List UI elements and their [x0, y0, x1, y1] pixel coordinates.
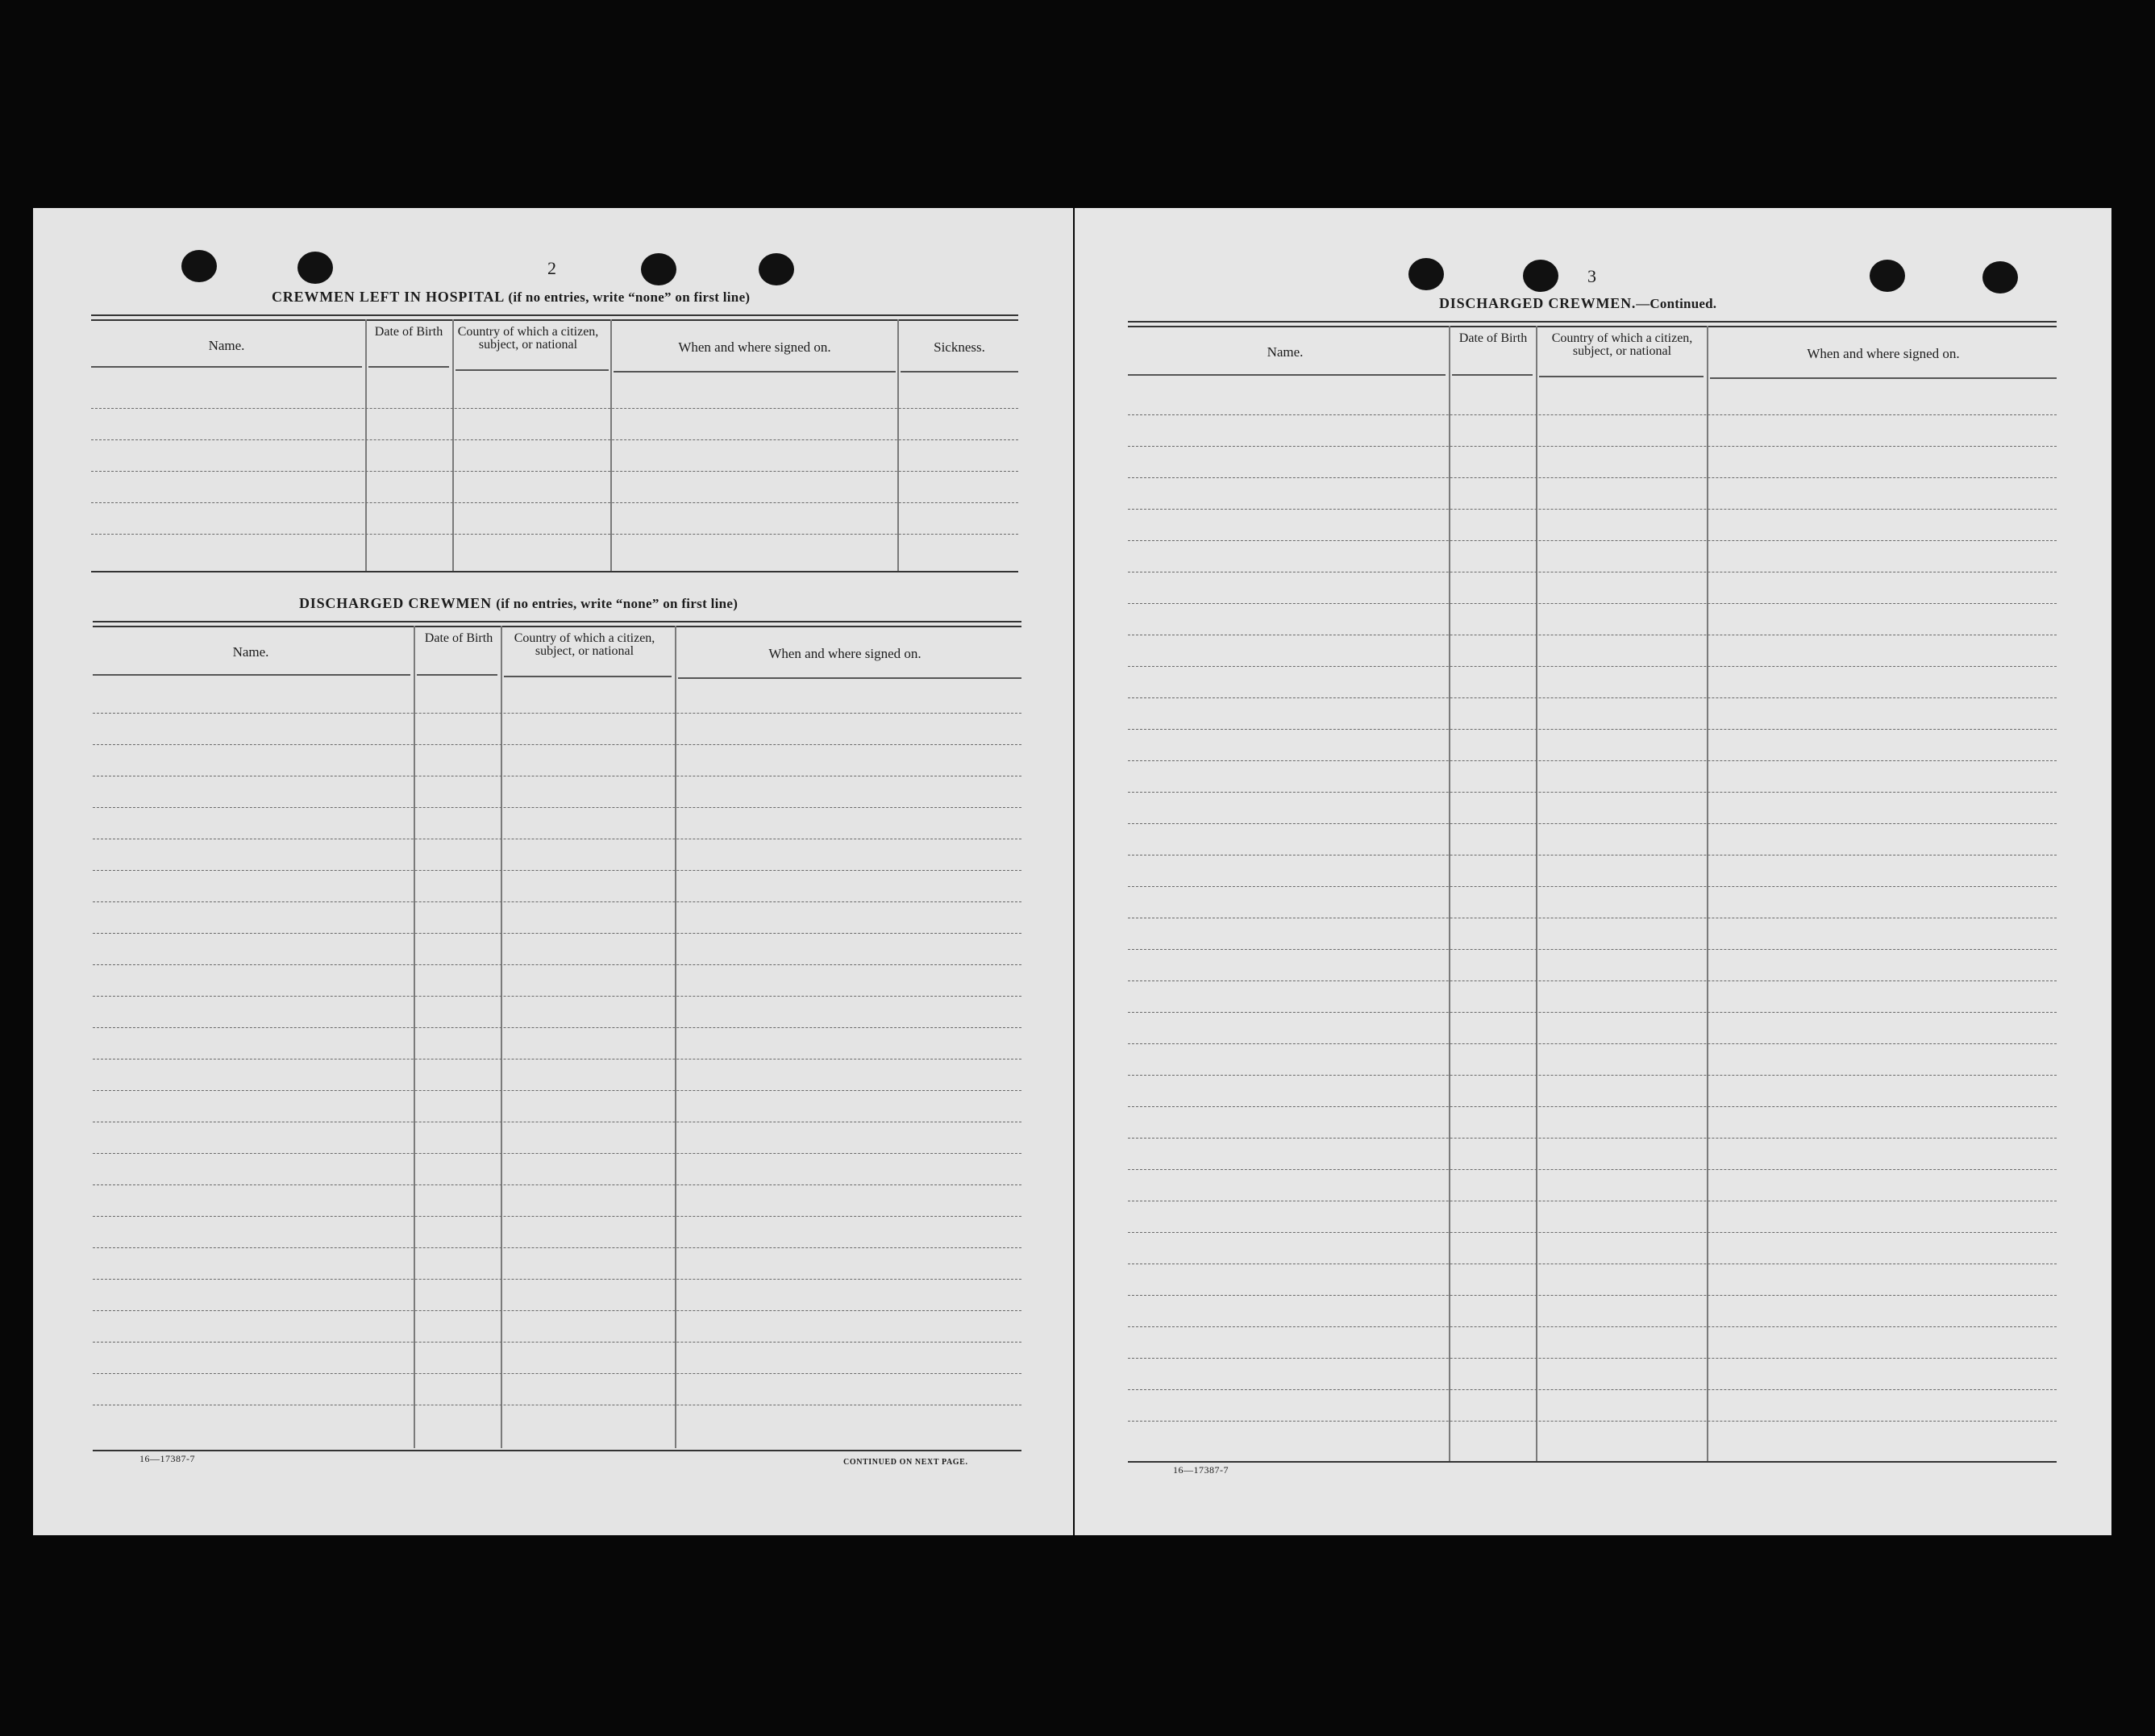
discharged-continued-table — [1128, 321, 2057, 1463]
form-row-line — [1128, 1169, 2057, 1170]
punch-hole — [1523, 260, 1558, 292]
column-header-date-of-birth: Date of Birth — [424, 631, 493, 645]
form-row-line — [1128, 1075, 2057, 1076]
form-row-line — [1128, 697, 2057, 698]
form-row-line — [93, 901, 1021, 902]
column-header-name: Name. — [232, 644, 269, 660]
hospital-title: CREWMEN LEFT IN HOSPITAL — [272, 289, 505, 305]
left-page — [33, 208, 1073, 1535]
punch-hole — [181, 250, 217, 282]
form-row-line — [93, 1027, 1021, 1028]
form-row-line — [1128, 1138, 2057, 1139]
form-row-line — [1128, 446, 2057, 447]
punch-hole — [759, 253, 794, 285]
form-row-line — [93, 1373, 1021, 1374]
column-header-country: Country of which a citizen, subject, or national — [457, 325, 599, 352]
form-row-line — [93, 713, 1021, 714]
column-header-country: Country of which a citizen, subject, or national — [514, 631, 655, 658]
form-row-line — [93, 1059, 1021, 1060]
form-row-line — [93, 933, 1021, 934]
continued-on-next-page: CONTINUED ON NEXT PAGE. — [843, 1458, 968, 1467]
form-row-line — [93, 1216, 1021, 1217]
form-row-line — [1128, 886, 2057, 887]
punch-hole — [1870, 260, 1905, 292]
form-row-line — [93, 1247, 1021, 1248]
form-row-line — [1128, 666, 2057, 667]
column-header-when-where: When and where signed on. — [678, 339, 831, 355]
form-row-line — [1128, 509, 2057, 510]
form-row-line — [1128, 603, 2057, 604]
punch-hole — [297, 252, 333, 284]
form-row-line — [1128, 1043, 2057, 1044]
form-number: 16—17387-7 — [1173, 1464, 1229, 1476]
column-header-name: Name. — [1267, 344, 1304, 360]
punch-hole — [1982, 261, 2018, 293]
hospital-section-title — [272, 289, 750, 306]
column-header-country: Country of which a citizen, subject, or national — [1551, 331, 1693, 358]
form-row-line — [1128, 1106, 2057, 1107]
column-header-date-of-birth: Date of Birth — [1458, 331, 1528, 345]
form-row-line — [1128, 980, 2057, 981]
column-header-date-of-birth: Date of Birth — [374, 325, 443, 339]
continued-label: —Continued. — [1636, 296, 1717, 311]
punch-hole — [641, 253, 676, 285]
form-row-line — [1128, 1358, 2057, 1359]
form-row-line — [93, 744, 1021, 745]
form-row-line — [1128, 792, 2057, 793]
form-row-line — [93, 870, 1021, 871]
discharged-continued-section-title — [1439, 295, 1716, 312]
column-header-when-where: When and where signed on. — [768, 646, 921, 661]
hospital-instruction: (if no entries, write “none” on first line) — [508, 289, 751, 305]
discharged-table — [93, 621, 1021, 1451]
form-row-line — [93, 996, 1021, 997]
form-row-line — [1128, 540, 2057, 541]
discharged-instruction: (if no entries, write “none” on first line) — [496, 596, 738, 611]
page-number: 3 — [1587, 266, 1596, 286]
form-row-line — [1128, 1295, 2057, 1296]
form-row-line — [1128, 760, 2057, 761]
form-row-line — [93, 1279, 1021, 1280]
form-row-line — [93, 964, 1021, 965]
form-row-line — [93, 1153, 1021, 1154]
discharged-section-title — [299, 595, 738, 612]
form-row-line — [1128, 477, 2057, 478]
form-row-line — [1128, 823, 2057, 824]
form-row-line — [1128, 414, 2057, 415]
form-row-line — [1128, 1421, 2057, 1422]
discharged-continued-title: DISCHARGED CREWMEN. — [1439, 295, 1637, 311]
form-row-line — [1128, 1326, 2057, 1327]
form-row-line — [1128, 1012, 2057, 1013]
hospital-table — [91, 314, 1018, 572]
page-number: 2 — [547, 258, 556, 278]
form-row-line — [93, 1342, 1021, 1343]
form-row-line — [93, 1184, 1021, 1185]
column-header-name: Name. — [208, 338, 245, 353]
discharged-title: DISCHARGED CREWMEN — [299, 595, 492, 611]
form-row-line — [93, 1310, 1021, 1311]
punch-hole — [1408, 258, 1444, 290]
form-row-line — [1128, 1389, 2057, 1390]
form-number: 16—17387-7 — [139, 1453, 195, 1464]
form-row-line — [93, 807, 1021, 808]
form-row-line — [1128, 1263, 2057, 1264]
form-row-line — [1128, 949, 2057, 950]
form-row-line — [1128, 729, 2057, 730]
form-row-line — [1128, 1232, 2057, 1233]
right-page — [1075, 208, 2111, 1535]
column-header-when-where: When and where signed on. — [1807, 346, 1960, 361]
column-header-sickness: Sickness. — [934, 339, 985, 355]
form-row-line — [93, 1090, 1021, 1091]
form-row-line — [1128, 855, 2057, 856]
